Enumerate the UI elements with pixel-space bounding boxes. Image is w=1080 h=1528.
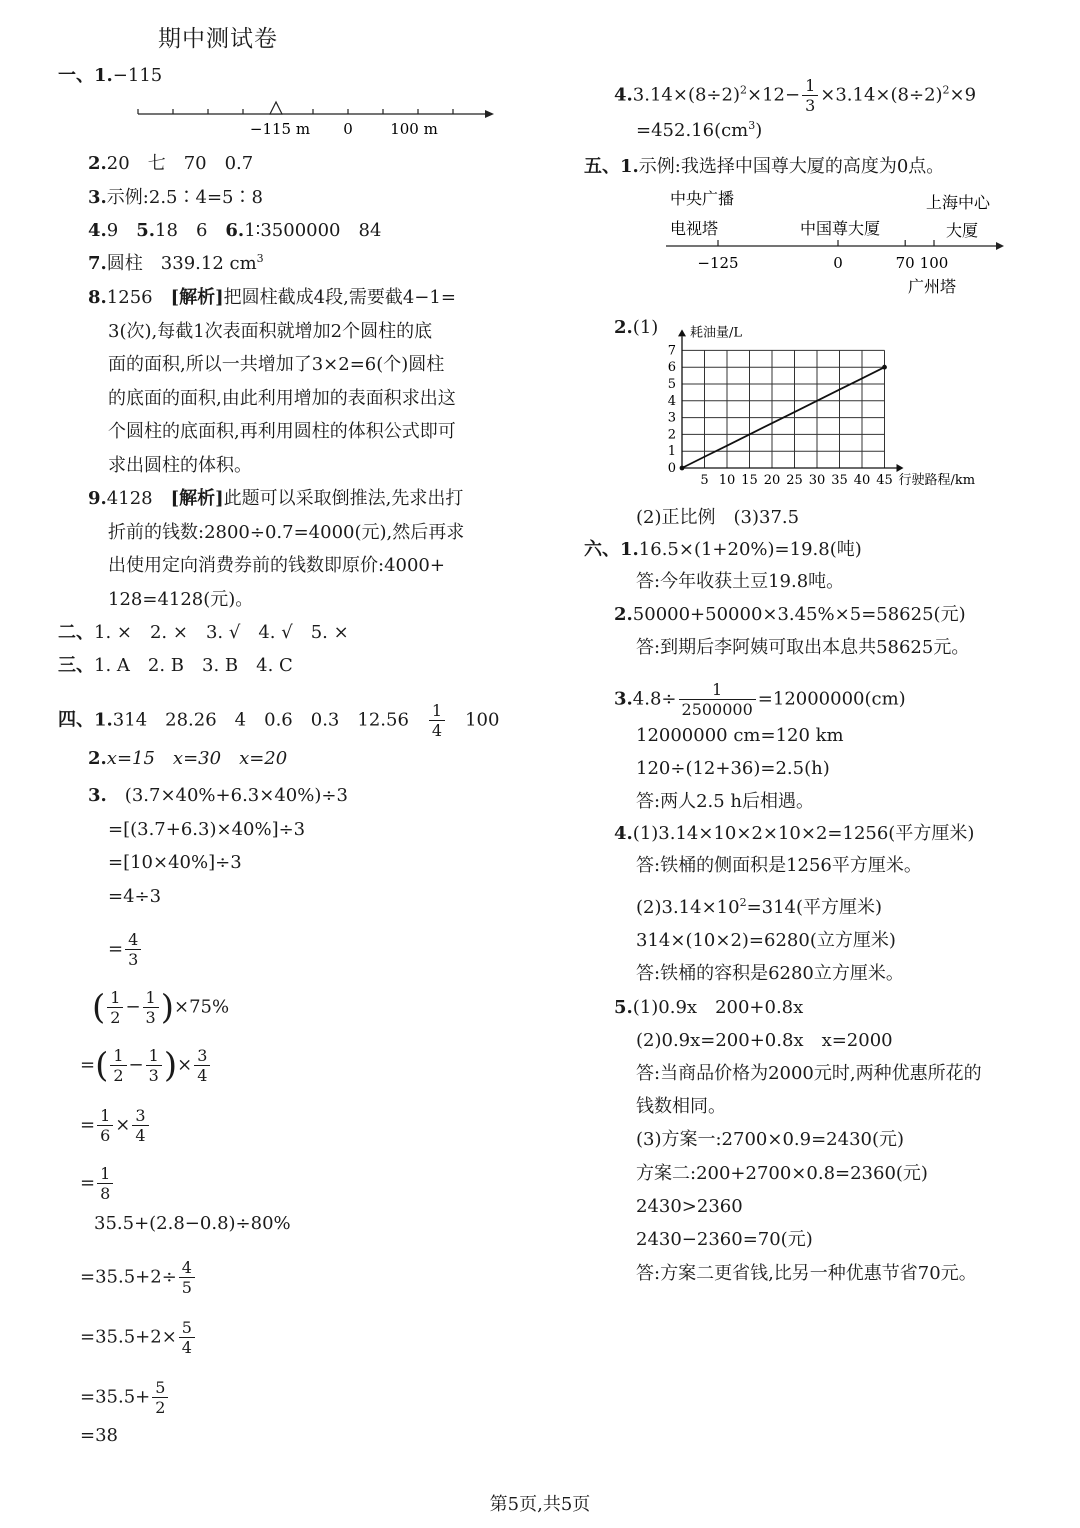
q1-8-text-3: 面的面积,所以一共增加了3×2=6(个)圆柱 [108,354,445,375]
q1-4-num: 4. [88,220,107,241]
calc1-line2: =[(3.7+6.3)×40%]÷3 [108,819,306,840]
q1-9-text-2: 折前的钱数:2800÷0.7=4000(元),然后再求 [108,522,465,543]
chart-x-tick-label: 45 [876,473,893,488]
q4-4-fraction: $\frac{1}{3}$ [802,76,818,115]
q6-5-line2: (2)0.9x=200+0.8x x=2000 [636,1030,893,1051]
q1-6-num: 6. [225,220,245,241]
q6-5-line7: 2430>2360 [636,1196,743,1217]
q1-1-answer: −115 [112,65,163,86]
q6-1-answer: 答:今年收获土豆19.8吨。 [636,571,845,592]
q3-4: 4. C [256,655,293,676]
number-line-2 [662,182,1007,302]
q1-5-answer: 18 6 [155,220,208,241]
q5-1-num: 五、1. [584,156,639,177]
q6-5-answer: 答:方案二更省钱,比另一种优惠节省70元。 [636,1263,977,1284]
chart-x-axis-title: 行驶路程/km [898,473,976,488]
q6-3-line3: 120÷(12+36)=2.5(h) [636,758,830,779]
q6-3: 3.4.8÷ $\frac{1}{2500000}$ =12000000(cm) [614,680,906,719]
q1-9-text-3: 出使用定向消费券前的钱数即原价:4000+ [108,555,445,576]
label-china-zun: 中国尊大厦 [800,219,881,238]
q4-1-answer: 314 28.26 4 0.6 0.3 12.56 [112,709,409,731]
label-guangzhou-tower: 广州塔 [908,277,957,296]
chart-y-axis-title: 耗油量/L [690,325,743,341]
chart-x-tick-label: 15 [741,473,758,488]
chart-data-point [861,378,863,380]
chart-y-tick-label: 4 [667,393,676,409]
chart-data-point [726,445,728,447]
chart-x-tick-label: 30 [808,473,826,488]
q6-4-line2: 答:铁桶的侧面积是1256平方厘米。 [636,855,922,876]
number-line-2-value-label: 70 [895,254,915,272]
q5-1 [584,155,944,179]
calc3-frac-4-5: $\frac{4}{5}$ [179,1258,195,1297]
q6-2 [614,603,966,627]
q4-2 [88,747,287,771]
q4-4-num: 4. [614,84,633,106]
calc1-line3: =[10×40%]÷3 [108,852,242,873]
number-line-2-value-label: 100 [919,254,949,272]
q5-2-sub: (1) [632,317,659,338]
calc1-line5 [108,930,143,969]
chart-data-point [704,456,706,458]
q1-2 [88,152,253,176]
q5-1-answer: 示例:我选择中国尊大厦的高度为0点。 [638,156,945,177]
calc2-frac-half: $\frac{1}{2}$ [107,988,123,1027]
q1-7 [88,252,264,276]
q1-4-6 [88,219,381,243]
chart-data-point [882,365,887,370]
number-line-2-value-label: −125 [697,254,739,272]
q4-1-answer-end: 100 [465,709,500,731]
q6-1-calc: 16.5×(1+20%)=19.8(吨) [638,539,862,560]
calc2-line4: = $\frac{1}{8}$ [80,1164,115,1203]
q1-9-num: 9. [88,488,107,509]
q6-2-answer: 答:到期后李阿姨可取出本息共58625元。 [636,637,970,658]
number-line-1-label-100: 100 m [390,120,438,138]
calc3-frac-5-2: $\frac{5}{2}$ [152,1378,168,1417]
calc3-line1: 35.5+(2.8−0.8)÷80% [94,1213,291,1234]
q4-1-num: 四、1. [58,709,113,731]
chart-x-axis-arrow [897,464,904,472]
q6-1 [584,538,862,562]
q1-3-answer: 示例:2.5∶4=5∶8 [106,187,263,208]
chart-data-point [794,411,796,413]
chart-data-point [816,400,818,402]
q1-7-answer: 圆柱 339.12 cm [106,253,257,274]
q1-1-num: 一、1. [58,65,113,86]
calc2-line1: ( $\frac{1}{2}$ − $\frac{1}{3}$ )×75% [92,987,230,1028]
number-line-1-arrow [485,110,494,118]
q4-2-num: 2. [88,748,107,769]
calc1-line1: (3.7×40%+6.3×40%)÷3 [124,785,348,806]
page-title: 期中测试卷 [158,26,278,52]
label-cctv-tower-1: 中央广播 [670,189,735,208]
q6-4-num: 4. [614,823,633,844]
number-line-2-arrow [996,242,1004,250]
q3-num: 三、 [58,655,94,676]
q6-3-fraction: $\frac{1}{2500000}$ [679,680,756,719]
label-shanghai-tower-2: 大厦 [946,221,979,240]
number-line-1-label-0: 0 [343,120,353,138]
calc1-line4: =4÷3 [108,886,162,907]
q1-8-answer: 1256 [106,287,153,308]
q6-5-line8: 2430−2360=70(元) [636,1229,813,1250]
q1-8-text-5: 个圆柱的底面积,再利用圆柱的体积公式即可 [108,421,456,442]
q3 [58,654,293,678]
chart-data-point [680,466,685,471]
q1-4-answer: 9 [106,220,119,241]
chart-x-tick-label: 10 [718,473,736,488]
chart-x-tick-label: 20 [763,473,781,488]
q3-2: 2. B [147,655,185,676]
q1-8-text-2: 3(次),每截1次表面积就增加2个圆柱的底 [108,321,433,342]
q1-9-text-4: 128=4128(元)。 [108,589,254,610]
chart-y-tick-label: 3 [667,410,676,426]
q2-5: 5. × [310,622,349,643]
q1-9-line1 [88,487,463,511]
chart-origin-label: 0 [667,461,676,476]
q6-4-line5: 答:铁桶的容积是6280立方厘米。 [636,963,904,984]
chart-y-tick-label: 2 [667,427,676,443]
q1-8-text-6: 求出圆柱的体积。 [108,455,252,476]
q6-5-line3: 答:当商品价格为2000元时,两种优惠所花的 [636,1063,982,1084]
q1-1 [58,64,162,88]
calc3-line2: =35.5+2÷ $\frac{4}{5}$ [80,1258,197,1297]
chart-y-tick-label: 1 [667,444,676,460]
label-cctv-tower-2: 电视塔 [670,219,719,238]
calc3-line4: =35.5+ $\frac{5}{2}$ [80,1378,170,1417]
number-line-1 [130,96,500,140]
q1-6-answer: 1∶3500000 84 [244,220,382,241]
q4-4-line1: $4.3.14\times(8\div 2)^2\times 12-$ $\frac{1}{3}$ $\times 3.14\times(8\div 2)^2\times 9$ [614,76,977,115]
number-line-2-value-label: 0 [833,254,843,272]
analysis-tag: [解析] [170,488,224,509]
calc2-result-fraction: $\frac{1}{8}$ [97,1164,113,1203]
q1-8-text-4: 的底面的面积,由此利用增加的表面积求出这 [108,388,456,409]
chart-y-tick-label: 6 [667,360,676,376]
chart-x-tick-label: 40 [853,473,871,488]
number-line-1-label-minus115: −115 m [249,120,311,138]
q6-5-line4: 钱数相同。 [636,1096,726,1117]
q6-2-calc: 50000+50000×3.45%×5=58625(元) [632,604,966,625]
chart-y-tick-label: 7 [667,343,676,359]
q1-8-line1 [88,286,456,310]
q4-1-fraction: $\frac{1}{4}$ [429,701,445,740]
q6-2-num: 2. [614,604,633,625]
q1-2-num: 2. [88,153,107,174]
chart-data-point [839,389,841,391]
q1-9-answer: 4128 [106,488,153,509]
q1-3 [88,186,263,210]
q6-5-line5: (3)方案一:2700×0.9=2430(元) [636,1129,905,1150]
q1-8-text-1: 把圆柱截成4段,需要截4−1= [223,287,456,308]
calc2-line2: =( $\frac{1}{2}$ − $\frac{1}{3}$ )× $\frac{3}{4}$ [80,1046,212,1085]
number-line-1-marker [270,102,282,114]
q4-2-answer: x=15 x=30 x=20 [106,748,288,769]
chart-x-tick-label: 35 [831,473,848,488]
analysis-tag: [解析] [170,287,224,308]
calc3-line3: =35.5+2× $\frac{5}{4}$ [80,1318,197,1357]
q6-4: 4.(1)3.14×10×2×10×2=1256(平方厘米) [614,823,975,844]
q6-1-num: 六、1. [584,539,639,560]
q6-3-line2: 12000000 cm=120 km [636,725,844,746]
q1-8-num: 8. [88,287,107,308]
q2-2: 2. × [149,622,188,643]
q2-1: 1. × [94,622,132,643]
q1-9-text-1: 此题可以采取倒推法,先求出打 [223,488,464,509]
calc1-result-fraction: $\frac{4}{3}$ [125,930,141,969]
q6-4-line4: 314×(10×2)=6280(立方厘米) [636,930,896,951]
label-shanghai-tower-1: 上海中心 [926,193,991,212]
calc2-percent: ×75% [174,996,230,1018]
chart-x-tick-label: 25 [786,473,803,488]
q6-5-line6: 方案二:200+2700×0.8=2360(元) [636,1163,928,1184]
q6-4-line3: $(2)3.14\times 10^2=314$(平方厘米) [636,896,883,918]
q4-4-result: $=452.16(cm^3)$ [636,119,763,141]
q1-5-num: 5. [136,220,156,241]
q5-2-num: 2. [614,317,633,338]
page-footer: 第5页,共5页 [489,1494,591,1515]
q6-3-answer: 答:两人2.5 h后相遇。 [636,791,815,812]
q3-3: 3. B [202,655,239,676]
calc2-line3: = $\frac{1}{6}$ × $\frac{3}{4}$ [80,1106,151,1145]
q2-4: 4. √ [258,622,293,643]
q4-1 [58,701,499,740]
q2-num: 二、 [58,622,94,643]
q6-5: 5.(1)0.9x 200+0.8x [614,997,804,1018]
chart-data-point [749,434,751,436]
q2 [58,621,349,645]
calc2-frac-three-quarters: $\frac{3}{4}$ [194,1046,210,1085]
q1-2-answer: 20 七 70 0.7 [106,153,254,174]
q6-5-num: 5. [614,997,633,1018]
q4-3-line1 [88,784,348,808]
q1-7-sup: 3 [256,252,264,265]
q5-2 [614,316,658,340]
calc1-eq: = [108,938,124,960]
q5-2-more: (2)正比例 (3)37.5 [636,507,800,528]
calc2-frac-third: $\frac{1}{3}$ [143,988,159,1027]
q2-3: 3. √ [205,622,241,643]
q3-1: 1. A [94,655,130,676]
q1-7-num: 7. [88,253,107,274]
fuel-chart [662,322,1007,498]
calc2-frac-sixth: $\frac{1}{6}$ [97,1106,113,1145]
chart-y-axis-arrow [678,329,686,336]
chart-y-tick-label: 5 [667,377,676,392]
chart-data-point [771,422,773,424]
q6-3-num: 3. [614,688,633,710]
calc3-line5: =38 [80,1425,118,1446]
calc3-frac-5-4: $\frac{5}{4}$ [179,1318,195,1357]
q4-3-num: 3. [88,785,107,806]
q1-3-num: 3. [88,187,107,208]
chart-x-tick-label: 5 [700,473,709,488]
